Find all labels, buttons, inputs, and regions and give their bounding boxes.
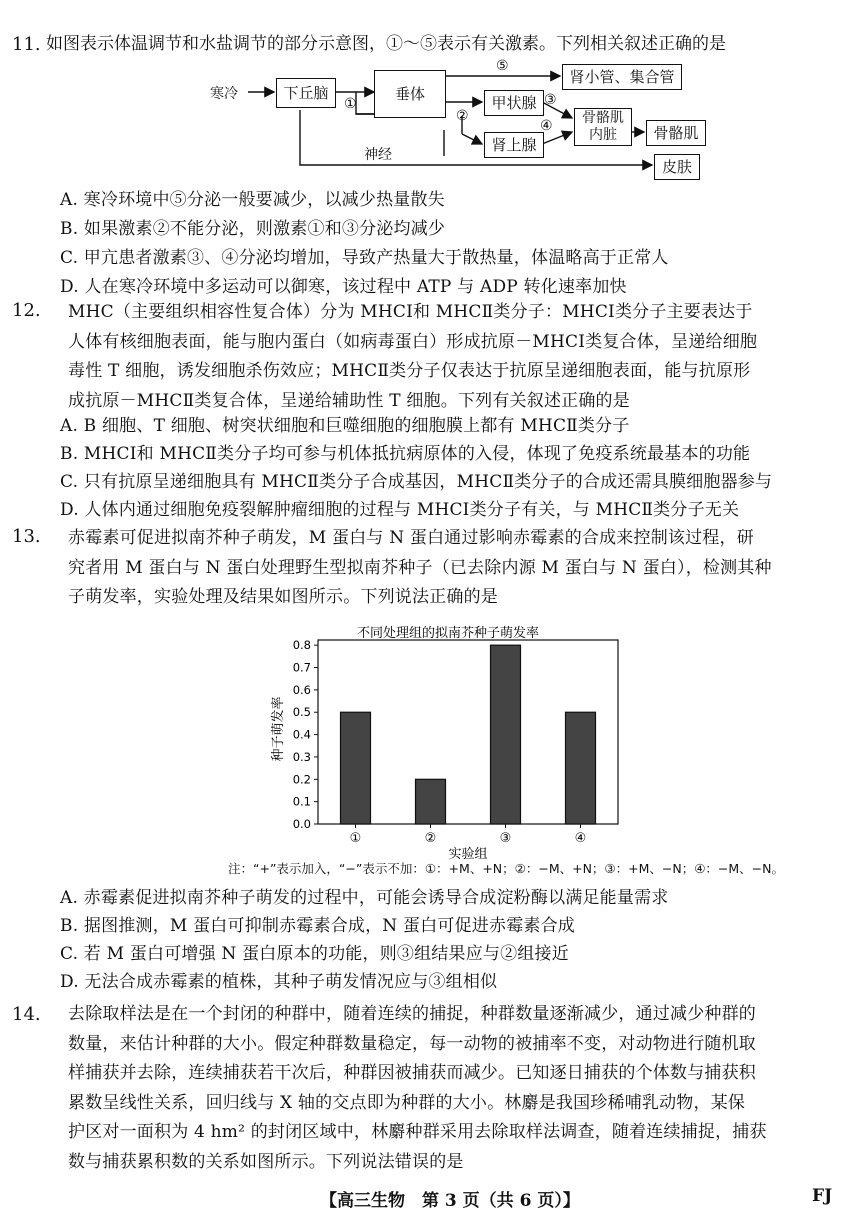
footer-code: FJ xyxy=(812,1186,833,1206)
label-nerve: 神经 xyxy=(364,147,392,163)
bar xyxy=(416,779,446,824)
stem-line: 去除取样法是在一个封闭的种群中，随着连续的捕捉，种群数量逐渐减少，通过减少种群的 xyxy=(68,1004,756,1024)
stem-line: 数量，来估计种群的大小。假定种群数量稳定，每一动物的被捕率不变，对动物进行随机取 xyxy=(68,1033,756,1054)
x-axis-label: 实验组 xyxy=(448,847,488,862)
option-13-d: D. 无法合成赤霉素的植株，其种子萌发情况应与③组相似 xyxy=(60,972,498,992)
y-tick-label: 0.0 xyxy=(292,817,311,831)
question-number: 13. xyxy=(12,526,41,547)
y-tick-label: 0.8 xyxy=(292,638,311,653)
hormone-3: ③ xyxy=(544,92,557,108)
bar xyxy=(491,645,521,824)
box-hypothalamus: 下丘脑 xyxy=(276,78,336,108)
box-kidney-tubules: 肾小管、集合管 xyxy=(562,64,682,90)
option-11-b: B. 如果激素②不能分泌，则激素①和③分泌均减少 xyxy=(60,219,446,239)
question-number: 12. xyxy=(12,300,41,321)
bar xyxy=(341,712,371,824)
stem-line: 子萌发率，实验处理及结果如图所示。下列说法正确的是 xyxy=(68,587,498,607)
regulation-diagram xyxy=(200,52,720,182)
box-skeletal-muscle: 骨骼肌 xyxy=(646,120,706,146)
x-tick-label: ② xyxy=(424,831,437,846)
stem-line: 毒性 T 细胞，诱发细胞杀伤效应；MHCⅡ类分子仅表达于抗原呈递细胞表面，能与抗原形 xyxy=(68,361,751,381)
label-cold: 寒冷 xyxy=(210,86,238,102)
option-12-a: A. B 细胞、T 细胞、树突状细胞和巨噬细胞的细胞膜上都有 MHCⅡ类分子 xyxy=(60,416,630,436)
stem-line: 究者用 M 蛋白与 N 蛋白处理野生型拟南芥种子（已去除内源 M 蛋白与 N 蛋白），检测其种 xyxy=(68,557,772,578)
option-13-b: B. 据图推测，M 蛋白可抑制赤霉素合成，N 蛋白可促进赤霉素合成 xyxy=(60,916,575,936)
option-11-a: A. 寒冷环境中⑤分泌一般要减少，以减少热量散失 xyxy=(60,190,445,210)
box-muscle-organs: 骨骼肌 内脏 xyxy=(574,108,632,146)
x-tick-label: ③ xyxy=(499,831,512,846)
stem-line: 护区对一面积为 4 hm² 的封闭区域中，林麝种群采用去除取样法调查，随着连续捕捉，捕获 xyxy=(68,1122,767,1142)
germination-chart xyxy=(260,622,640,862)
option-12-d: D. 人体内通过细胞免疫裂解肿瘤细胞的过程与 MHCⅠ类分子有关，与 MHCⅡ类分子无关 xyxy=(60,500,740,520)
hormone-2: ② xyxy=(456,108,469,124)
hormone-4: ④ xyxy=(540,118,553,134)
y-tick-label: 0.2 xyxy=(292,772,311,787)
chart-svg xyxy=(260,622,640,862)
question-14-stem xyxy=(68,1000,843,1177)
stem-line: 赤霉素可促进拟南芥种子萌发，M 蛋白与 N 蛋白通过影响赤霉素的合成来控制该过程，研 xyxy=(68,528,754,548)
option-11-d: D. 人在寒冷环境中多运动可以御寒，该过程中 ATP 与 ADP 转化速率加快 xyxy=(60,277,627,297)
box-skin: 皮肤 xyxy=(654,154,700,180)
question-13-stem xyxy=(68,524,843,613)
hormone-1: ① xyxy=(344,96,357,112)
hormone-5: ⑤ xyxy=(496,58,509,74)
chart-title: 不同处理组的拟南芥种子萌发率 xyxy=(356,625,540,641)
box-thyroid: 甲状腺 xyxy=(484,90,544,116)
y-tick-label: 0.1 xyxy=(292,794,311,809)
chart-note: 注：“+”表示加入，“−”表示不加：①：+M、+N；②：−M、+N；③：+M、−N；④：−M、−N。 xyxy=(228,861,785,876)
option-13-a: A. 赤霉素促进拟南芥种子萌发的过程中，可能会诱导合成淀粉酶以满足能量需求 xyxy=(60,888,669,908)
question-number: 11. xyxy=(12,34,41,55)
y-axis-label: 种子萌发率 xyxy=(271,696,286,762)
box-pituitary: 垂体 xyxy=(374,70,446,118)
x-tick-label: ① xyxy=(349,831,362,846)
option-12-c: C. 只有抗原呈递细胞具有 MHCⅡ类分子合成基因，MHCⅡ类分子的合成还需具膜细胞器参与 xyxy=(60,472,773,492)
stem-line: 数与捕获累积数的关系如图所示。下列说法错误的是 xyxy=(68,1151,464,1172)
stem-line: 累数呈线性关系，回归线与 X 轴的交点即为种群的大小。林麝是我国珍稀哺乳动物，某保 xyxy=(68,1092,746,1113)
footer-page-info: 【高三生物 第 3 页（共 6 页）】 xyxy=(320,1191,580,1211)
y-tick-label: 0.6 xyxy=(292,682,311,697)
option-13-c: C. 若 M 蛋白可增强 N 蛋白原本的功能，则③组结果应与②组接近 xyxy=(60,944,569,964)
stem-line: 样捕获并去除，连续捕获若干次后，种群因被捕获而减少。已知逐日捕获的个体数与捕获积 xyxy=(68,1063,756,1083)
y-tick-label: 0.3 xyxy=(292,749,311,764)
stem-line: 人体有核细胞表面，能与胞内蛋白（如病毒蛋白）形成抗原－MHCⅠ类复合体，呈递给细胞 xyxy=(68,331,758,352)
question-stem: 如图表示体温调节和水盐调节的部分示意图，①～⑤表示有关激素。下列相关叙述正确的是 xyxy=(46,34,726,54)
x-tick-label: ④ xyxy=(574,831,587,846)
y-tick-label: 0.5 xyxy=(292,705,311,720)
question-12-stem xyxy=(68,298,843,416)
question-number: 14. xyxy=(12,1004,41,1025)
y-tick-label: 0.4 xyxy=(292,727,311,742)
option-12-b: B. MHCⅠ和 MHCⅡ类分子均可参与机体抵抗病原体的入侵，体现了免疫系统最基本的功能 xyxy=(60,444,751,464)
y-tick-label: 0.7 xyxy=(292,660,311,675)
bar xyxy=(566,712,596,824)
option-11-c: C. 甲亢患者激素③、④分泌均增加，导致产热量大于散热量，体温略高于正常人 xyxy=(60,248,669,268)
stem-line: MHC（主要组织相容性复合体）分为 MHCⅠ和 MHCⅡ类分子：MHCⅠ类分子主要表达于 xyxy=(68,302,753,322)
box-adrenal: 肾上腺 xyxy=(484,132,544,158)
stem-line: 成抗原－MHCⅡ类复合体，呈递给辅助性 T 细胞。下列有关叙述正确的是 xyxy=(68,390,630,411)
